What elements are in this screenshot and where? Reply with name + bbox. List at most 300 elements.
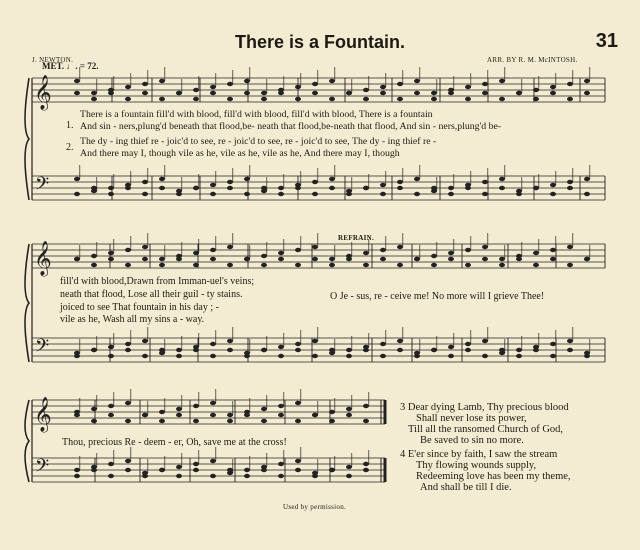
- note: [91, 407, 97, 411]
- note: [363, 251, 369, 255]
- lyric-line: fill'd with blood,Drawn from Imman-uel's veins;: [60, 276, 255, 287]
- footer-credit: Used by permission.: [283, 503, 347, 511]
- note: [312, 245, 318, 249]
- note: [227, 245, 233, 249]
- note: [346, 465, 352, 469]
- note: [584, 177, 590, 181]
- verse-line: Redeeming love has been my theme,: [416, 471, 571, 482]
- note: [210, 183, 216, 187]
- note: [329, 257, 335, 261]
- note: [142, 82, 148, 86]
- note: [176, 192, 182, 196]
- note: [482, 354, 488, 358]
- note: [125, 263, 131, 267]
- note: [516, 91, 522, 95]
- note: [74, 354, 80, 358]
- note: [533, 348, 539, 352]
- note: [431, 186, 437, 190]
- note: [108, 257, 114, 261]
- note: [363, 97, 369, 101]
- note: [482, 339, 488, 343]
- note: [108, 91, 114, 95]
- verse-line: Till all the ransomed Church of God,: [408, 424, 564, 435]
- note: [108, 413, 114, 417]
- note: [227, 263, 233, 267]
- note: [414, 192, 420, 196]
- note: [278, 192, 284, 196]
- note: [261, 254, 267, 258]
- note: [550, 248, 556, 252]
- metronome-marking: MET. ♩. = 72.: [42, 61, 99, 71]
- note: [176, 407, 182, 411]
- note: [397, 186, 403, 190]
- note: [397, 97, 403, 101]
- note: [261, 186, 267, 190]
- note: [397, 339, 403, 343]
- note: [312, 91, 318, 95]
- note: [295, 248, 301, 252]
- note: [176, 474, 182, 478]
- note: [74, 257, 80, 261]
- system-brace: [25, 244, 29, 362]
- note: [210, 401, 216, 405]
- system-brace: [25, 400, 29, 482]
- note: [278, 354, 284, 358]
- note: [193, 419, 199, 423]
- note: [516, 348, 522, 352]
- note: [329, 186, 335, 190]
- note: [482, 82, 488, 86]
- note: [108, 404, 114, 408]
- note: [125, 468, 131, 472]
- note: [567, 339, 573, 343]
- note: [312, 257, 318, 261]
- note: [431, 97, 437, 101]
- note: [312, 474, 318, 478]
- note: [91, 97, 97, 101]
- note: [380, 192, 386, 196]
- note: [380, 85, 386, 89]
- note: [108, 251, 114, 255]
- note: [227, 82, 233, 86]
- note: [533, 97, 539, 101]
- note: [125, 342, 131, 346]
- note: [176, 354, 182, 358]
- note: [465, 263, 471, 267]
- note: [584, 257, 590, 261]
- note: [380, 342, 386, 346]
- treble-clef: 𝄞: [34, 397, 52, 432]
- note: [482, 180, 488, 184]
- note: [74, 91, 80, 95]
- verse-3: [400, 402, 569, 446]
- note: [91, 468, 97, 472]
- note: [584, 354, 590, 358]
- note: [567, 82, 573, 86]
- note: [329, 97, 335, 101]
- note: [567, 348, 573, 352]
- note: [244, 79, 250, 83]
- note: [193, 468, 199, 472]
- note: [91, 91, 97, 95]
- note: [465, 348, 471, 352]
- note: [431, 254, 437, 258]
- note: [550, 85, 556, 89]
- note: [465, 85, 471, 89]
- note: [261, 468, 267, 472]
- note: [193, 404, 199, 408]
- note: [159, 419, 165, 423]
- verse-4: [400, 449, 571, 493]
- note: [159, 79, 165, 83]
- note: [312, 192, 318, 196]
- lyric-line: And sin - ners,plung'd beneath that flood,be- neath that flood,be-neath that flood, And sin - ners,plung'd be-: [80, 121, 502, 132]
- note: [550, 91, 556, 95]
- note: [210, 354, 216, 358]
- lyric-line: And there may I, though vile as he, vile as he, vile as he, And there may I, though: [80, 148, 400, 159]
- note: [448, 354, 454, 358]
- note: [142, 413, 148, 417]
- verse-number: 3: [400, 402, 406, 413]
- note: [261, 348, 267, 352]
- note: [567, 263, 573, 267]
- note: [482, 91, 488, 95]
- note: [329, 79, 335, 83]
- note: [278, 404, 284, 408]
- note: [125, 85, 131, 89]
- verse-line: Dear dying Lamb, Thy precious blood: [407, 402, 569, 413]
- note: [550, 342, 556, 346]
- note: [125, 348, 131, 352]
- lyric-line: The dy - ing thief re - joic'd to see, re - joic'd to see, re - joic'd to see, The dy - ing thief re -: [80, 136, 437, 147]
- note: [499, 257, 505, 261]
- note: [108, 462, 114, 466]
- note: [295, 85, 301, 89]
- note: [108, 345, 114, 349]
- lyric-line: joiced to see That fountain in his day ; -: [60, 302, 219, 313]
- refrain-lyric: O Je - sus, re - ceive me! No more will I grieve Thee!: [330, 291, 545, 302]
- note: [74, 474, 80, 478]
- note: [142, 339, 148, 343]
- treble-clef: 𝄞: [34, 75, 52, 110]
- note: [516, 354, 522, 358]
- note: [533, 251, 539, 255]
- note: [312, 180, 318, 184]
- verse-line: And shall be till I die.: [420, 482, 512, 493]
- note: [550, 183, 556, 187]
- note: [397, 82, 403, 86]
- note: [278, 413, 284, 417]
- note: [278, 186, 284, 190]
- note: [227, 419, 233, 423]
- note: [159, 410, 165, 414]
- note: [159, 468, 165, 472]
- lyric-line: vile as he, Wash all my sins a - way.: [60, 314, 205, 325]
- note: [329, 177, 335, 181]
- note: [176, 465, 182, 469]
- note: [142, 474, 148, 478]
- note: [142, 180, 148, 184]
- note: [176, 348, 182, 352]
- note: [363, 462, 369, 466]
- note: [210, 342, 216, 346]
- note: [516, 257, 522, 261]
- lyric-line: neath that flood, Lose all their guil - ty stains.: [60, 289, 243, 300]
- note: [295, 342, 301, 346]
- note: [159, 348, 165, 352]
- note: [363, 404, 369, 408]
- note: [346, 407, 352, 411]
- note: [244, 354, 250, 358]
- note: [125, 186, 131, 190]
- note: [448, 257, 454, 261]
- note: [448, 251, 454, 255]
- note: [261, 91, 267, 95]
- note: [312, 354, 318, 358]
- note: [193, 462, 199, 466]
- note: [74, 413, 80, 417]
- note: [414, 79, 420, 83]
- note: [397, 180, 403, 184]
- note: [91, 348, 97, 352]
- verse-number: 4: [400, 449, 406, 460]
- note: [244, 474, 250, 478]
- note: [346, 91, 352, 95]
- note: [227, 186, 233, 190]
- bass-clef: 𝄢: [35, 174, 50, 199]
- note: [380, 183, 386, 187]
- note: [193, 186, 199, 190]
- note: [210, 85, 216, 89]
- note: [295, 186, 301, 190]
- note: [142, 245, 148, 249]
- note: [516, 192, 522, 196]
- arranger-credit: ARR. BY R. M. McINTOSH.: [487, 56, 578, 64]
- note: [210, 248, 216, 252]
- note: [380, 91, 386, 95]
- note: [363, 468, 369, 472]
- note: [261, 97, 267, 101]
- note: [125, 459, 131, 463]
- note: [431, 348, 437, 352]
- note: [567, 97, 573, 101]
- note: [329, 468, 335, 472]
- note: [210, 474, 216, 478]
- note: [550, 257, 556, 261]
- note: [295, 263, 301, 267]
- note: [380, 257, 386, 261]
- note: [431, 91, 437, 95]
- note: [176, 91, 182, 95]
- note: [244, 177, 250, 181]
- note: [295, 401, 301, 405]
- note: [482, 245, 488, 249]
- note: [227, 339, 233, 343]
- note: [74, 468, 80, 472]
- note: [533, 186, 539, 190]
- note: [74, 79, 80, 83]
- note: [210, 459, 216, 463]
- note: [448, 192, 454, 196]
- note: [533, 88, 539, 92]
- note: [448, 345, 454, 349]
- note: [278, 462, 284, 466]
- note: [312, 413, 318, 417]
- note: [346, 192, 352, 196]
- note: [142, 91, 148, 95]
- note: [499, 263, 505, 267]
- verse-number-1: 1.: [66, 120, 74, 131]
- note: [91, 186, 97, 190]
- note: [414, 91, 420, 95]
- note: [227, 97, 233, 101]
- note: [91, 254, 97, 258]
- note: [346, 413, 352, 417]
- verse-line: Be saved to sin no more.: [420, 435, 524, 446]
- note: [380, 354, 386, 358]
- note: [108, 186, 114, 190]
- lyric-line: Thou, precious Re - deem - er, Oh, save me at the cross!: [62, 437, 287, 448]
- note: [193, 97, 199, 101]
- system-brace: [25, 78, 29, 200]
- note: [261, 419, 267, 423]
- note: [465, 97, 471, 101]
- note: [295, 459, 301, 463]
- note: [414, 257, 420, 261]
- note: [108, 354, 114, 358]
- note: [550, 354, 556, 358]
- note: [278, 251, 284, 255]
- note: [210, 257, 216, 261]
- note: [244, 468, 250, 472]
- note: [244, 91, 250, 95]
- note: [346, 354, 352, 358]
- note: [108, 192, 114, 196]
- note: [125, 401, 131, 405]
- note: [74, 177, 80, 181]
- note: [295, 419, 301, 423]
- note: [244, 257, 250, 261]
- note: [176, 413, 182, 417]
- note: [193, 251, 199, 255]
- note: [414, 177, 420, 181]
- note: [482, 192, 488, 196]
- note: [261, 407, 267, 411]
- note: [193, 263, 199, 267]
- note: [91, 419, 97, 423]
- note: [363, 88, 369, 92]
- note: [584, 79, 590, 83]
- hymn-title: There is a Fountain.: [234, 32, 406, 52]
- note: [363, 419, 369, 423]
- note: [329, 348, 335, 352]
- note: [91, 263, 97, 267]
- note: [142, 257, 148, 261]
- note: [108, 474, 114, 478]
- note: [465, 342, 471, 346]
- note: [278, 91, 284, 95]
- note: [244, 413, 250, 417]
- note: [295, 97, 301, 101]
- note: [329, 410, 335, 414]
- note: [142, 192, 148, 196]
- note: [584, 192, 590, 196]
- verse-number-2: 2.: [66, 142, 74, 153]
- note: [159, 177, 165, 181]
- note: [295, 468, 301, 472]
- note: [329, 263, 335, 267]
- note: [210, 192, 216, 196]
- note: [159, 257, 165, 261]
- note: [363, 263, 369, 267]
- note: [499, 177, 505, 181]
- note: [227, 413, 233, 417]
- note: [244, 192, 250, 196]
- note: [295, 348, 301, 352]
- note: [584, 91, 590, 95]
- note: [533, 263, 539, 267]
- note: [363, 186, 369, 190]
- note: [567, 245, 573, 249]
- note: [397, 263, 403, 267]
- note: [227, 180, 233, 184]
- note: [193, 88, 199, 92]
- treble-clef: 𝄞: [34, 241, 52, 276]
- note: [380, 248, 386, 252]
- note: [499, 186, 505, 190]
- note: [346, 474, 352, 478]
- note: [193, 348, 199, 352]
- verse-line: E'er since by faith, I saw the stream: [407, 449, 558, 460]
- bass-clef: 𝄢: [35, 336, 50, 361]
- lyric-line: There is a fountain fill'd with blood, fill'd with blood, fill'd with blood, There is a fountain: [80, 109, 433, 120]
- note: [363, 348, 369, 352]
- note: [329, 419, 335, 423]
- note: [261, 263, 267, 267]
- note: [346, 257, 352, 261]
- note: [448, 91, 454, 95]
- note: [278, 474, 284, 478]
- note: [397, 245, 403, 249]
- note: [210, 91, 216, 95]
- note: [227, 348, 233, 352]
- note: [397, 348, 403, 352]
- note: [278, 345, 284, 349]
- refrain-label: REFRAIN.: [338, 234, 375, 242]
- note: [74, 192, 80, 196]
- note: [176, 257, 182, 261]
- note: [159, 97, 165, 101]
- note: [125, 248, 131, 252]
- note: [550, 192, 556, 196]
- note: [159, 263, 165, 267]
- note: [567, 180, 573, 184]
- note: [227, 468, 233, 472]
- note: [312, 82, 318, 86]
- page-number: 31: [595, 30, 618, 52]
- note: [414, 354, 420, 358]
- note: [482, 257, 488, 261]
- note: [142, 354, 148, 358]
- note: [159, 186, 165, 190]
- note: [499, 97, 505, 101]
- note: [448, 186, 454, 190]
- verse-line: Thy flowing wounds supply,: [416, 460, 537, 471]
- author-credit: J. NEWTON.: [32, 56, 74, 64]
- note: [465, 248, 471, 252]
- note: [125, 419, 131, 423]
- note: [210, 413, 216, 417]
